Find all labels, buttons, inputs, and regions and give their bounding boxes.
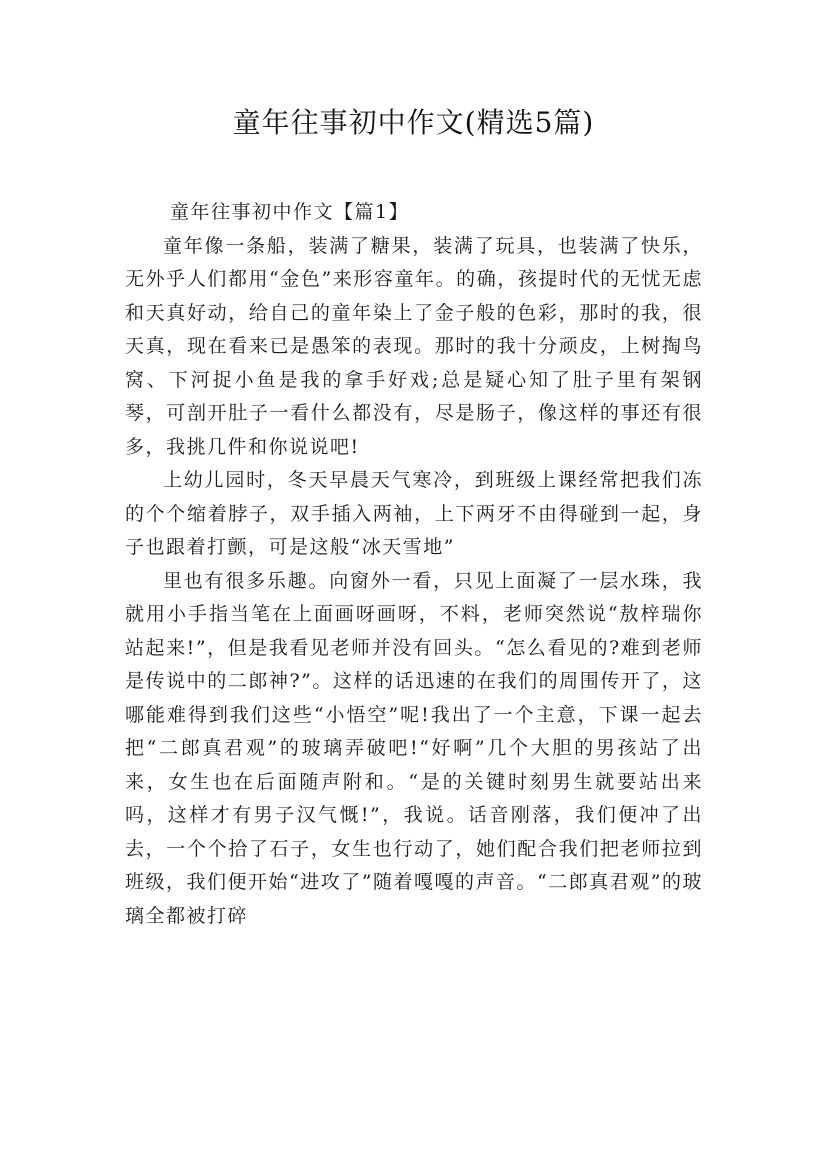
- paragraph-3: 里也有很多乐趣。向窗外一看，只见上面凝了一层水珠，我就用小手指当笔在上面画呀画呀，不料，老师突然说“敖梓瑞你站起来!”，但是我看见老师并没有回头。“怎么看见的?难到老师是传说中的二郎神?”。这样的话迅速的在我们的周围传开了，这哪能难得到我们这些“小悟空”呢!我出了一个主意，下课一起去把“二郎真君观”的玻璃弄破吧!“好啊”几个大胆的男孩站了出来，女生也在后面随声附和。“是的关键时刻男生就要站出来吗，这样才有男子汉气慨!”，我说。话音刚落，我们便冲了出去，一个个拾了石子，女生也行动了，她们配合我们把老师拉到班级，我们便开始“进攻了”随着嘎嘎的声音。“二郎真君观”的玻璃全都被打碎: [125, 569, 703, 927]
- paragraph-2: 上幼儿园时，冬天早晨天气寒冷，到班级上课经常把我们冻的个个缩着脖子，双手插入两袖，上下两牙不由得碰到一起，身子也跟着打颤，可是这般“冰天雪地”: [125, 469, 703, 558]
- paragraph-1: 童年像一条船，装满了糖果，装满了玩具，也装满了快乐，无外乎人们都用“金色”来形容童年。的确，孩提时代的无忧无虑和天真好动，给自己的童年染上了金子般的色彩，那时的我，很天真，现在看来已是愚笨的表现。那时的我十分顽皮，上树掏鸟窝、下河捉小鱼是我的拿手好戏;总是疑心知了肚子里有架钢琴，可剖开肚子一看什么都没有，尽是肠子，像这样的事还有很多，我挑几件和你说说吧!: [125, 234, 703, 458]
- document-body: [125, 196, 703, 933]
- section-heading: 童年往事初中作文【篇1】: [170, 201, 410, 223]
- document-title: 童年往事初中作文(精选5篇): [232, 106, 595, 139]
